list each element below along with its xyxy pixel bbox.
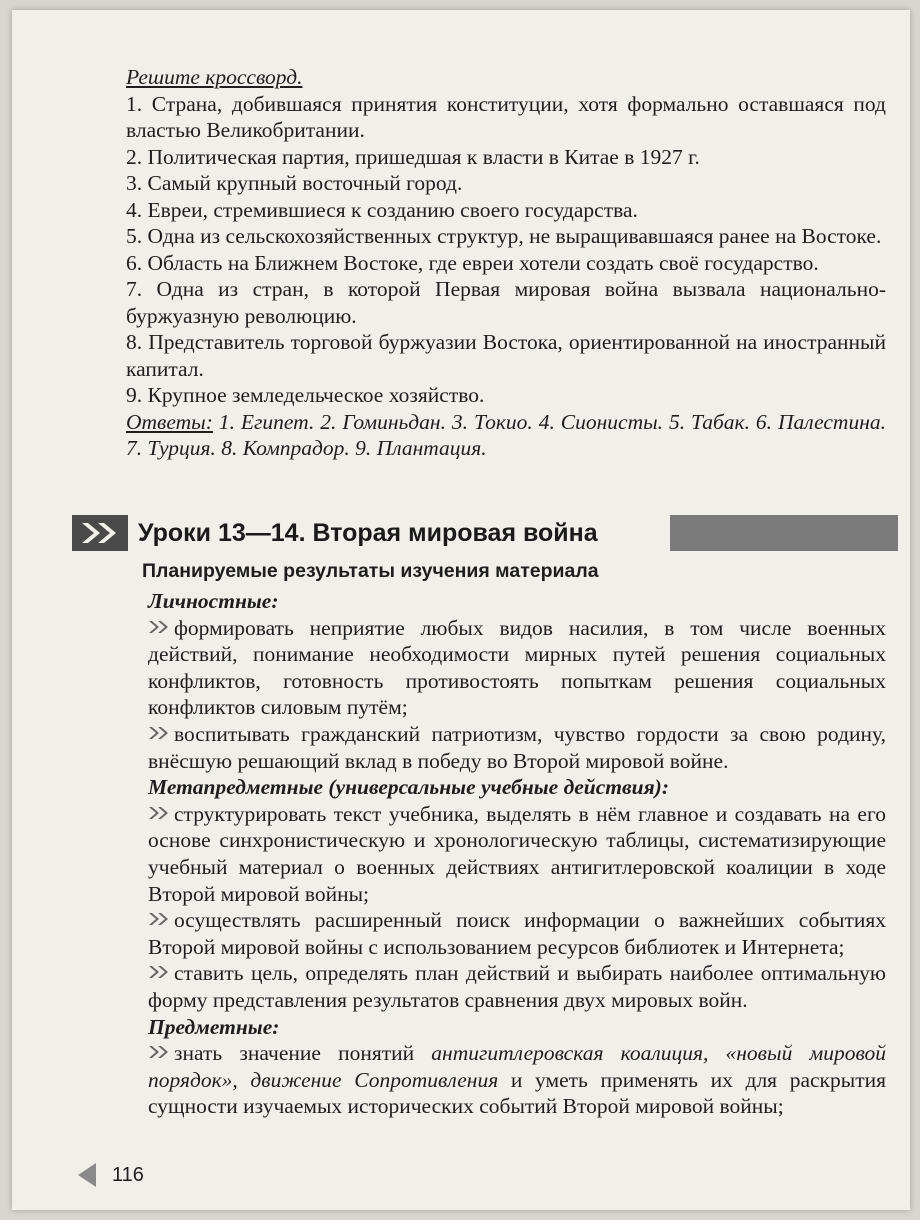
- crossword-heading: Решите кроссворд.: [126, 65, 303, 89]
- textbook-page: [12, 10, 910, 1210]
- bullet-arrow-icon: [148, 1045, 174, 1061]
- title-bar-fill: [670, 515, 898, 551]
- crossword-answers: [126, 409, 886, 462]
- subject-item-1: знать значение понятий антигитлеровская коалиция, «новый мировой порядок», движение Сопротивления и уметь применять их для раскрытия сущности изучаемых исторических событий Второй мировой войны;: [148, 1041, 886, 1119]
- meta-item-1: структурировать текст учебника, выделять в нём главное и создавать на его основе синхронистическую и хронологическую таблицы, систематизирующие учебный материал о военных действиях антигитлеровской коалиции в ходе Второй мировой войны;: [148, 801, 886, 906]
- crossword-item-9: 9. Крупное земледельческое хозяйство.: [126, 383, 485, 407]
- crossword-item-3: 3. Самый крупный восточный город.: [126, 171, 463, 195]
- crossword-item-6: 6. Область на Ближнем Востоке, где евреи хотели создать своё государство.: [126, 250, 819, 275]
- crossword-item-5: 5. Одна из сельскохозяйственных структур, не выращивавшаяся ранее на Востоке.: [126, 224, 882, 248]
- crossword-item-1: 1. Страна, добившаяся принятия конституции, хотя формально оставшаяся под властью Великобритании.: [126, 91, 886, 142]
- crossword-item-4: 4. Евреи, стремившиеся к созданию своего государства.: [126, 197, 638, 222]
- crossword-item-8: 8. Представитель торговой буржуазии Востока, ориентированной на иностранный капитал.: [126, 330, 886, 381]
- personal-item-1: формировать неприятие любых видов насилия, в том числе военных действий, понимание необходимости мирных путей решения социальных конфликтов, готовность противостоять попыткам решения социальных конфликтов силовым путём;: [148, 615, 886, 720]
- meta-item-3: ставить цель, определять план действий и выбирать наиболее оптимальную форму представления результатов сравнения двух мировых войн.: [148, 961, 886, 1012]
- answers-text: 1. Египет. 2. Гоминьдан. 3. Токио. 4. Сионисты. 5. Табак. 6. Палестина. 7. Турция. 8. Компрадор. 9. Плантация.: [126, 409, 886, 460]
- bullet-arrow-icon: [148, 965, 174, 981]
- meta-heading: Метапредметные (универсальные учебные действия):: [148, 775, 669, 800]
- planned-results-section: [126, 588, 886, 1120]
- meta-item-2: осуществлять расширенный поиск информации о важнейших событиях Второй мировой войны с использованием ресурсов библиотек и Интернета;: [148, 908, 886, 959]
- personal-heading: Личностные:: [148, 589, 279, 613]
- personal-item-2: воспитывать гражданский патриотизм, чувство гордости за свою родину, внёсшую решающий вклад в победу во Второй мировой войне.: [148, 721, 886, 773]
- answers-label: Ответы:: [126, 409, 213, 434]
- bullet-arrow-icon: [148, 726, 174, 742]
- lesson-title-bar: [72, 515, 902, 551]
- crossword-item-2: 2. Политическая партия, пришедшая к власти в Китае в 1927 г.: [126, 144, 700, 169]
- bullet-arrow-icon: [148, 912, 174, 928]
- page-number: 116: [112, 1164, 144, 1186]
- double-arrow-icon: [72, 515, 128, 551]
- subject-heading: Предметные:: [148, 1014, 280, 1039]
- crossword-section: [126, 10, 886, 462]
- crossword-item-7: 7. Одна из стран, в которой Первая мировая война вызвала национально-буржуазную революцию.: [126, 277, 886, 328]
- bullet-arrow-icon: [148, 620, 174, 636]
- bullet-arrow-icon: [148, 806, 174, 822]
- planned-results-heading: Планируемые результаты изучения материала: [142, 560, 599, 582]
- subject-terms: антигитлеровская коалиция, «новый мировой порядок», движение Сопротивления: [148, 1041, 886, 1092]
- lesson-title: Уроки 13—14. Вторая мировая война: [138, 519, 598, 547]
- page-corner-arrow-icon: [76, 1162, 98, 1188]
